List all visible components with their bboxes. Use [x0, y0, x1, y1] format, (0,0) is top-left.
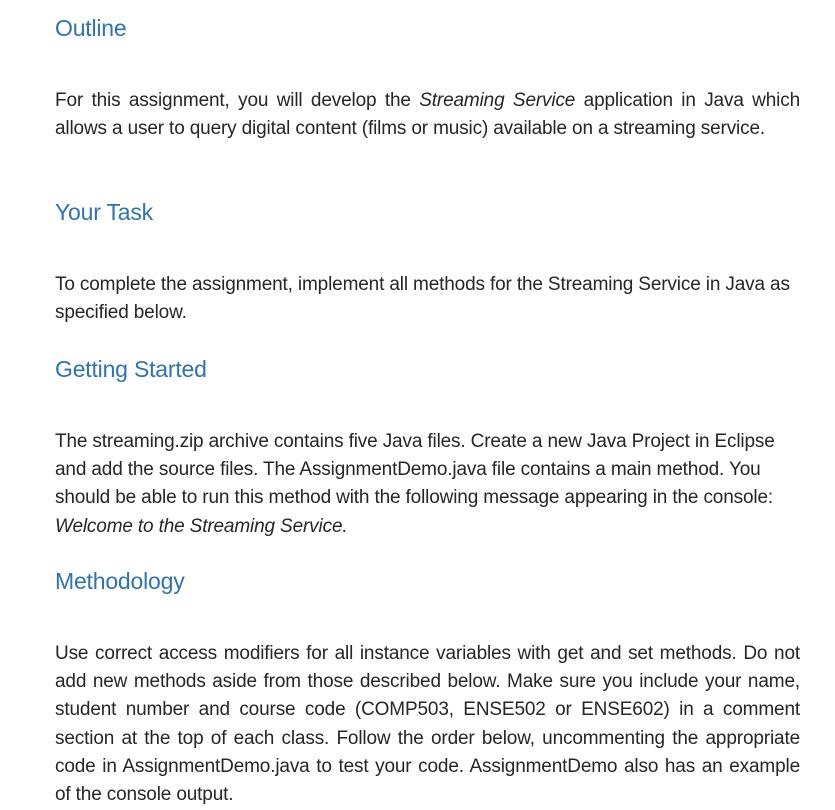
- task-paragraph: To complete the assignment, implement all methods for the Streaming Service in Java as specified below.: [55, 274, 790, 324]
- outline-heading: Outline: [55, 15, 127, 41]
- outline-paragraph: [55, 87, 800, 143]
- task-heading: Your Task: [55, 199, 153, 225]
- outline-emphasis: Streaming Service: [419, 90, 576, 111]
- methodology-paragraph: Use correct access modifiers for all instance variables with get and set methods. Do not add new methods aside from those described below. Make sure you include your name, student number and course code (COMP503, ENSE502 or ENSE602) in a comment section at the top of each class. Follow the order below, uncommenting the appropriate code in AssignmentDemo.java to test your code. AssignmentDemo also has an example of the console output.: [55, 643, 800, 806]
- section-methodology: [55, 567, 800, 809]
- outline-text-before: For this assignment, you will develop the: [55, 90, 420, 111]
- getting-started-heading: Getting Started: [55, 356, 207, 382]
- getting-started-text: The streaming.zip archive contains five Java files. Create a new Java Project in Eclipse and add the source files. The AssignmentDemo.java file contains a main method. You should be able to run this method with the following message appearing in the console:: [55, 431, 775, 509]
- section-getting-started: [55, 355, 800, 541]
- getting-started-paragraph: [55, 428, 800, 541]
- outline-text-after: application in Java which allows a user to query digital content (films or music) available on a streaming service.: [55, 90, 800, 140]
- section-your-task: [55, 198, 800, 327]
- getting-started-emphasis: Welcome to the Streaming Service.: [55, 515, 348, 537]
- methodology-heading: Methodology: [55, 568, 185, 594]
- section-outline: [55, 14, 800, 143]
